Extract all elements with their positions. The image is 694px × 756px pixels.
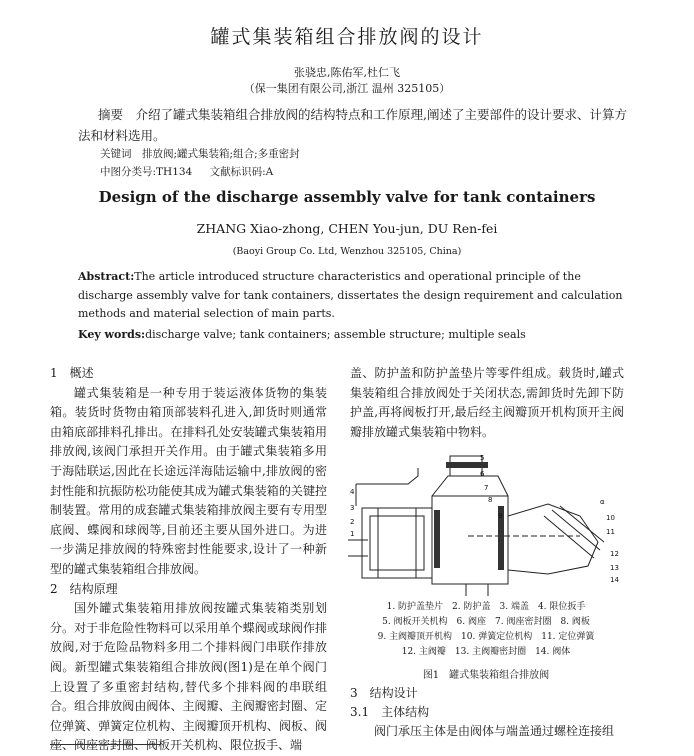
figure-label-5: 5 bbox=[480, 454, 485, 462]
figure-label-12: 12 bbox=[610, 550, 619, 558]
figure-label-14: 14 bbox=[610, 576, 619, 584]
en-affiliation: (Baoyi Group Co. Ltd, Wenzhou 325105, China) bbox=[232, 246, 462, 257]
figure-label-6: 6 bbox=[480, 470, 485, 478]
footnote-rule bbox=[50, 744, 160, 745]
left-column bbox=[50, 364, 327, 756]
figure-legend-line: 12. 主阀瓣 13. 主阀瓣密封圈 14. 阀体 bbox=[401, 647, 571, 657]
en-keywords-text: discharge valve; tank containers; assemble structure; multiple seals bbox=[145, 328, 526, 341]
cn-authors: 张骁忠,陈佑军,杜仁飞 bbox=[294, 66, 400, 79]
figure-label-11: 11 bbox=[606, 528, 615, 536]
figure-handle bbox=[446, 462, 488, 468]
cn-title: 罐式集装箱组合排放阀的设计 bbox=[210, 26, 484, 48]
figure-label-alpha: α bbox=[600, 498, 605, 506]
right-column bbox=[350, 364, 624, 442]
en-abstract-label: Abstract: bbox=[78, 270, 135, 283]
section-1-heading: 1 概述 bbox=[50, 366, 94, 380]
en-authors: ZHANG Xiao-zhong, CHEN You-jun, DU Ren-fei bbox=[196, 221, 498, 236]
figure-flange-lines bbox=[378, 508, 416, 578]
cn-keywords: 关键词 排放阀;罐式集装箱;组合;多重密封 bbox=[100, 148, 300, 160]
figure-caption: 图1 罐式集装箱组合排放阀 bbox=[422, 670, 550, 681]
section-3-1-paragraph: 阀门承压主体是由阀体与端盖通过螺栓连接组 bbox=[374, 724, 615, 738]
figure-left-pipe bbox=[348, 540, 368, 556]
cn-abstract: 摘要 介绍了罐式集装箱组合排放阀的结构特点和工作原理,阐述了主要部件的设计要求、计算方法和材料选用。 bbox=[78, 107, 627, 143]
figure-end-cover bbox=[362, 508, 432, 578]
cn-affiliation: （保一集团有限公司,浙江 温州 325105） bbox=[243, 82, 451, 95]
section-2-paragraph: 国外罐式集装箱用排放阀按罐式集装箱类别划分。对于非危险性物料可以采用单个蝶阀或球阀作排放阀,对于危险品物料多用二个排料阀门串联作排放阀。新型罐式集装箱组合排放阀(图1)是在单个阀门上设置了多重密封结构,替代多个排料阀的串联组合。组合排放阀由阀体、主阀瓣、主阀瓣密封圈、定位弹簧、弹簧定位机构、主阀瓣顶开机构、阀板、阀座、阀座密封圈、阀板开关机构、限位扳手、端 bbox=[50, 601, 327, 753]
valve-figure bbox=[348, 446, 622, 596]
figure-legend-line: 9. 主阀瓣顶开机构 10. 弹簧定位机构 11. 定位弹簧 bbox=[377, 632, 595, 642]
en-title: Design of the discharge assembly valve for tank containers bbox=[98, 188, 596, 206]
doc-code: 文献标识码:A bbox=[209, 166, 274, 178]
figure-outlet bbox=[508, 504, 598, 574]
figure-label-7: 7 bbox=[484, 484, 489, 492]
figure-label-3: 3 bbox=[350, 504, 355, 512]
en-abstract bbox=[78, 268, 636, 324]
figure-legend-line: 5. 阀板开关机构 6. 阀座 7. 阀座密封圈 8. 阀板 bbox=[382, 617, 590, 627]
section-2-heading: 2 结构原理 bbox=[50, 581, 118, 596]
class-number: 中图分类号:TH134 bbox=[100, 166, 193, 178]
figure-label-4: 4 bbox=[350, 488, 355, 496]
figure-base bbox=[466, 584, 488, 596]
figure-label-9: 9 bbox=[498, 512, 503, 520]
en-keywords bbox=[78, 328, 526, 341]
figure-label-1: 1 bbox=[350, 530, 355, 538]
section-3-heading: 3 结构设计 bbox=[350, 686, 418, 700]
figure-outline-top bbox=[356, 468, 418, 484]
figure-label-10: 10 bbox=[606, 514, 615, 522]
figure-label-13: 13 bbox=[610, 564, 619, 572]
section-1-paragraph: 罐式集装箱是一种专用于装运液体货物的集装箱。装货时货物由箱顶部装料孔进入,卸货时则通常由箱底部排料孔排出。在排料孔处安装罐式集装箱用排放阀,该阀门承担开关作用。由于罐式集装箱多用于海陆联运,因此在长途远洋海陆运输中,排放阀的密封性能和抗振防松功能使其成为罐式集装箱的关键控制装置。常用的成套罐式集装箱排放阀主要有专用型底阀、蝶阀和球阀等,目前还主要从国外进口。为进一步满足排放阀的特殊密封性能要求,设计了一种新型的罐式集装箱组合排放阀。 bbox=[50, 385, 327, 576]
cn-classification bbox=[100, 164, 287, 179]
figure-body-top bbox=[432, 476, 508, 496]
en-keywords-label: Key words: bbox=[78, 328, 146, 341]
figure-legend bbox=[348, 600, 624, 660]
figure-valve-body bbox=[432, 496, 508, 584]
figure-label-2: 2 bbox=[350, 518, 355, 526]
figure-legend-line: 1. 防护盖垫片 2. 防护盖 3. 端盖 4. 限位扳手 bbox=[386, 602, 586, 612]
right-column-paragraph: 盖、防护盖和防护盖垫片等零件组成。载货时,罐式集装箱组合排放阀处于关闭状态,需卸货时先卸下防护盖,再将阀板打开,最后经主阀瓣顶开机构顶开主阀瓣排放罐式集装箱中物料。 bbox=[350, 366, 624, 439]
figure-seal-left bbox=[434, 510, 440, 568]
en-abstract-text: The article introduced structure characteristics and operational principle of the discharge assembly valve for tank containers, dissertates the design requirement and calculation methods and material selection of main parts. bbox=[78, 270, 623, 320]
section-3-1-heading: 3.1 主体结构 bbox=[350, 705, 430, 719]
figure-label-8: 8 bbox=[488, 496, 493, 504]
